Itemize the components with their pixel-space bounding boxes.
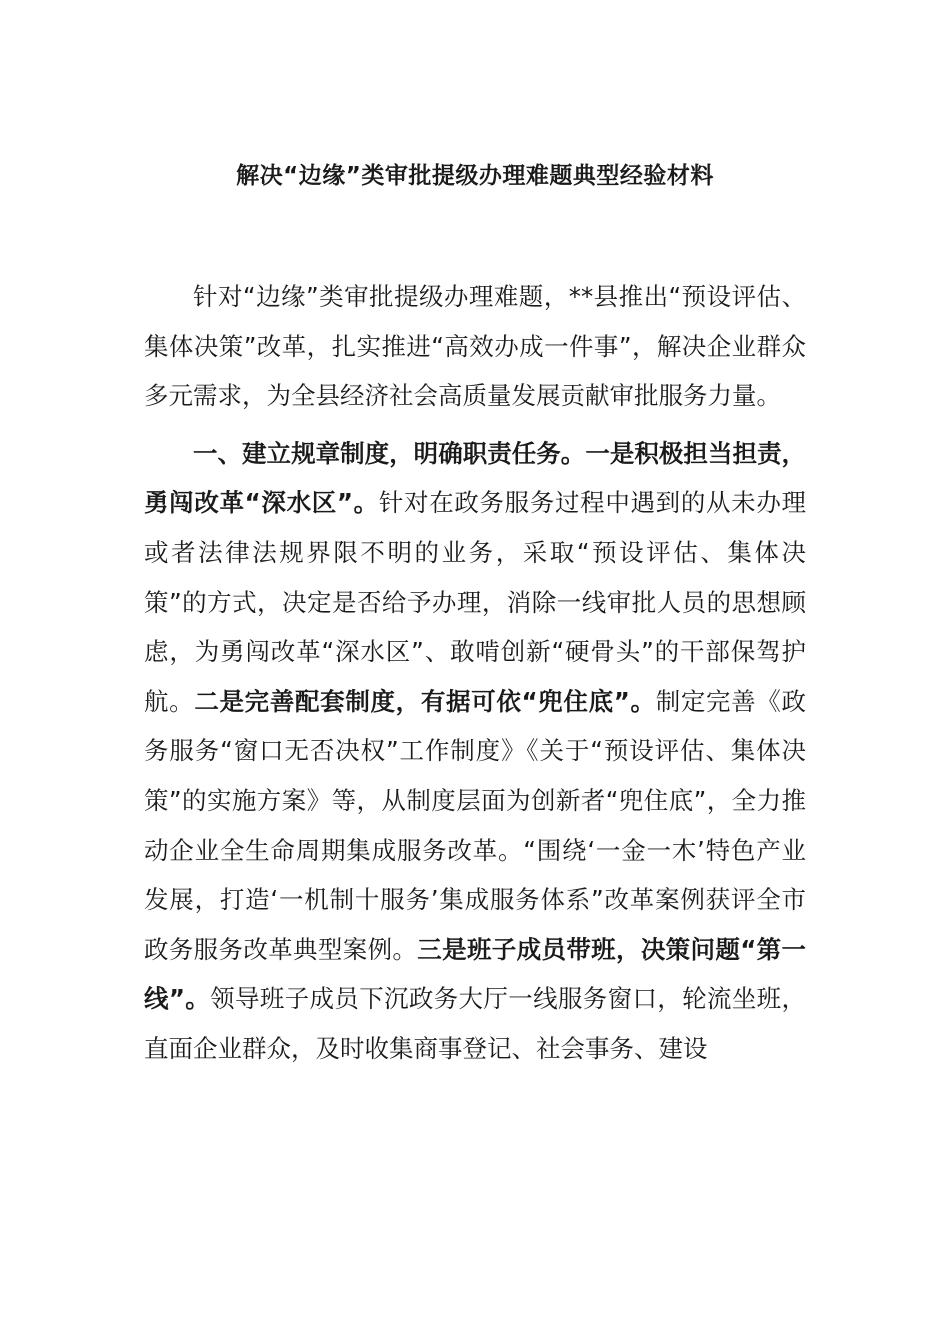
point-two-text: 制定完善《政务服务“窗口无否决权”工作制度》《关于“预设评估、集体决策”的实施方案》等，从制度层面为创新者“兜住底”，全力推动企业全生命周期集成服务改革。“围绕‘一金一木’特色产业发展，打造‘一机制十服务’集成服务体系”改革案例获评全市政务服务改革典型案例。 (144, 686, 807, 964)
intro-paragraph: 针对“边缘”类审批提级办理难题，**县推出“预设评估、集体决策”改革，扎实推进“高效办成一件事”，解决企业群众多元需求，为全县经济社会高质量发展贡献审批服务力量。 (144, 282, 806, 411)
document-title: 解决“边缘”类审批提级办理难题典型经验材料 (236, 163, 714, 189)
point-three-title: 三是班子成员带班，决策问题“第一线”。 (144, 934, 806, 1014)
section-one-paragraph (144, 429, 806, 1074)
point-three-text: 领导班子成员下沉政务大厅一线服务窗口，轮流坐班，直面企业群众，及时收集商事登记、社会事务、建设 (144, 984, 807, 1063)
document-body (144, 272, 806, 1074)
point-one-text: 针对在政务服务过程中遇到的从未办理或者法律法规界限不明的业务，采取“预设评估、集体决策”的方式，决定是否给予办理，消除一线审批人员的思想顾虑，为勇闯改革“深水区”、敢啃创新“硬骨头”的干部保驾护航。 (144, 488, 806, 716)
section-one-heading: 一、建立规章制度，明确职责任务。 (193, 438, 586, 468)
point-two-title: 二是完善配套制度，有据可依“兜住底”。 (194, 686, 656, 716)
point-one-title: 一是积极担当担责，勇闯改革“深水区”。 (144, 438, 807, 518)
